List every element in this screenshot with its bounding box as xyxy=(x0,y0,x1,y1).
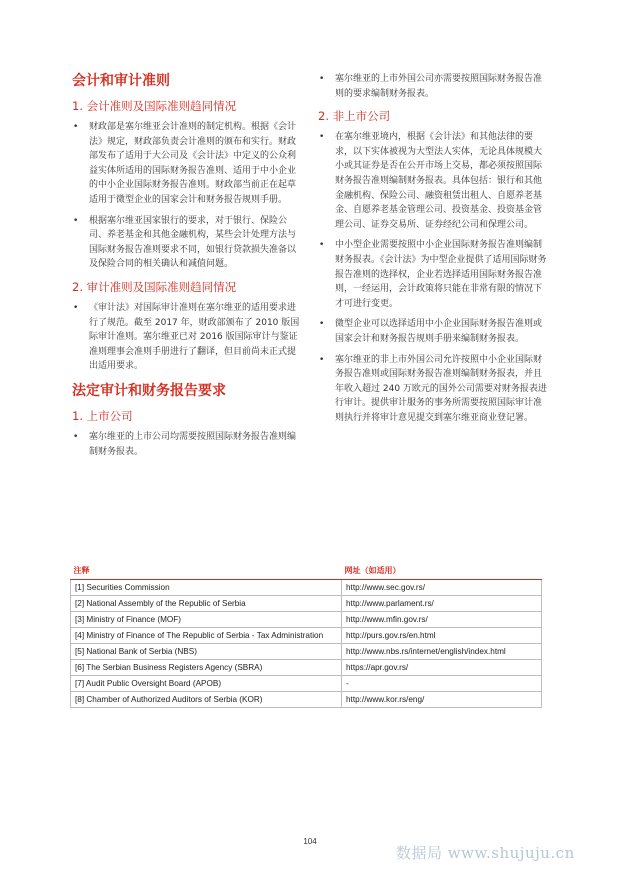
url-cell: http://www.mfin.gov.rs/ xyxy=(342,612,542,628)
audit-bullets xyxy=(72,301,304,374)
note-cell: [8] Chamber of Authorized Auditors of Serbia (KOR) xyxy=(71,692,342,708)
url-cell: http://www.nbs.rs/internet/english/index.html xyxy=(342,644,542,660)
list-item: • 根据塞尔维亚国家银行的要求，对于银行、保险公司、养老基金和其他金融机构，某些会计处理方法与国际财务报告准则要求不同，如银行贷款损失准备以及保险合同的相关确认和减值问题。 xyxy=(72,214,304,272)
table-row xyxy=(71,596,542,612)
column-header-note: 注释 xyxy=(71,564,342,580)
table-row xyxy=(71,692,542,708)
note-cell: [3] Ministry of Finance (MOF) xyxy=(71,612,342,628)
url-cell: http://www.kor.rs/eng/ xyxy=(342,692,542,708)
note-cell: [4] Ministry of Finance of The Republic of Serbia - Tax Administration xyxy=(71,628,342,644)
subheading-unlisted-companies: 2. 非上市公司 xyxy=(318,109,391,124)
unlisted-bullets xyxy=(318,130,550,425)
left-column xyxy=(72,72,304,467)
table-header-row xyxy=(71,564,542,580)
section-heading-statutory: 法定审计和财务报告要求 xyxy=(72,382,226,399)
list-item: • 在塞尔维亚境内，根据《会计法》和其他法律的要求，以下实体被视为大型法人实体，无论具体规模大小或其证券是否在公开市场上交易，都必须按照国际财务报告准则编制财务报表。具体包括：银行和其他金融机构、保险公司、融资租赁出租人、自愿养老基金、自愿养老基金管理公司、投资基金、投资基金管理公司、证券交易所、证券经纪公司和保理公司。 xyxy=(318,130,550,232)
table-row xyxy=(71,628,542,644)
list-item: • 塞尔维亚的非上市外国公司允许按照中小企业国际财务报告准则或国际财务报告准则编制财务报表，并且年收入超过 240 万欧元的国外公司需要对财务报表进行审计。提供审计服务的事务所需要按照国际审计准则执行并将审计意见提交到塞尔维亚商业登记署。 xyxy=(318,353,550,426)
table-row xyxy=(71,644,542,660)
subheading-listed-companies: 1. 上市公司 xyxy=(72,408,133,423)
url-cell: http://purs.gov.rs/en.html xyxy=(342,628,542,644)
table-row xyxy=(71,660,542,676)
note-cell: [1] Securities Commission xyxy=(71,580,342,596)
subheading-accounting-standards: 1. 会计准则及国际准则趋同情况 xyxy=(72,99,237,113)
list-item: • 财政部是塞尔维亚会计准则的制定机构。根据《会计法》规定，财政部负责会计准则的颁布和实行。财政部发布了适用于大公司及《会计法》中定义的公众利益实体所适用的国际财务报告准则、适用于中小企业的中小企业国际财务报告准则。财政部当前正在起草适用于微型企业的国家会计和财务报告规则手册。 xyxy=(72,120,304,208)
accounting-bullets xyxy=(72,120,304,272)
note-cell: [7] Audit Public Oversight Board (APOB) xyxy=(71,676,342,692)
column-header-url: 网址（如适用） xyxy=(342,564,542,580)
page-number: 104 xyxy=(303,837,317,846)
note-cell: [6] The Serbian Business Registers Agency (SBRA) xyxy=(71,660,342,676)
url-cell: http://www.parlament.rs/ xyxy=(342,596,542,612)
url-cell: https://apr.gov.rs/ xyxy=(342,660,542,676)
list-item: • 中小型企业需要按照中小企业国际财务报告准则编制财务报表。《会计法》为中型企业提供了适用国际财务报告准则的选择权，企业若选择适用国际财务报告准则，一经运用，会计政策将只能在非常有限的情况下才可进行变更。 xyxy=(318,238,550,311)
listed-continued-bullets xyxy=(318,72,550,101)
table-row xyxy=(71,676,542,692)
note-cell: [5] National Bank of Serbia (NBS) xyxy=(71,644,342,660)
list-item: • 《审计法》对国际审计准则在塞尔维亚的适用要求进行了规范。截至 2017 年，财政部颁布了 2010 版国际审计准则。塞尔维亚已对 2016 版国际审计与鉴证准则理事会准则手册进行了翻译，但目前尚未正式提出适用要求。 xyxy=(72,301,304,374)
list-item: • 塞尔维亚的上市外国公司亦需要按照国际财务报告准则的要求编制财务报表。 xyxy=(318,72,550,101)
note-cell: [2] National Assembly of the Republic of Serbia xyxy=(71,596,342,612)
watermark: 数据局 www.shujuju.cn xyxy=(396,844,575,862)
listed-bullets xyxy=(72,430,304,459)
list-item: • 塞尔维亚的上市公司均需要按照国际财务报告准则编制财务报表。 xyxy=(72,430,304,459)
section-heading-accounting: 会计和审计准则 xyxy=(72,73,170,89)
url-cell: http://www.sec.gov.rs/ xyxy=(342,580,542,596)
references-table xyxy=(70,564,542,708)
subheading-audit-standards: 2. 审计准则及国际准则趋同情况 xyxy=(72,279,237,294)
table-row xyxy=(71,612,542,628)
url-cell: - xyxy=(342,676,542,692)
right-column xyxy=(318,72,550,433)
table-row xyxy=(71,580,542,596)
list-item: • 微型企业可以选择适用中小企业国际财务报告准则或国家会计和财务报告规则手册来编制财务报表。 xyxy=(318,317,550,346)
